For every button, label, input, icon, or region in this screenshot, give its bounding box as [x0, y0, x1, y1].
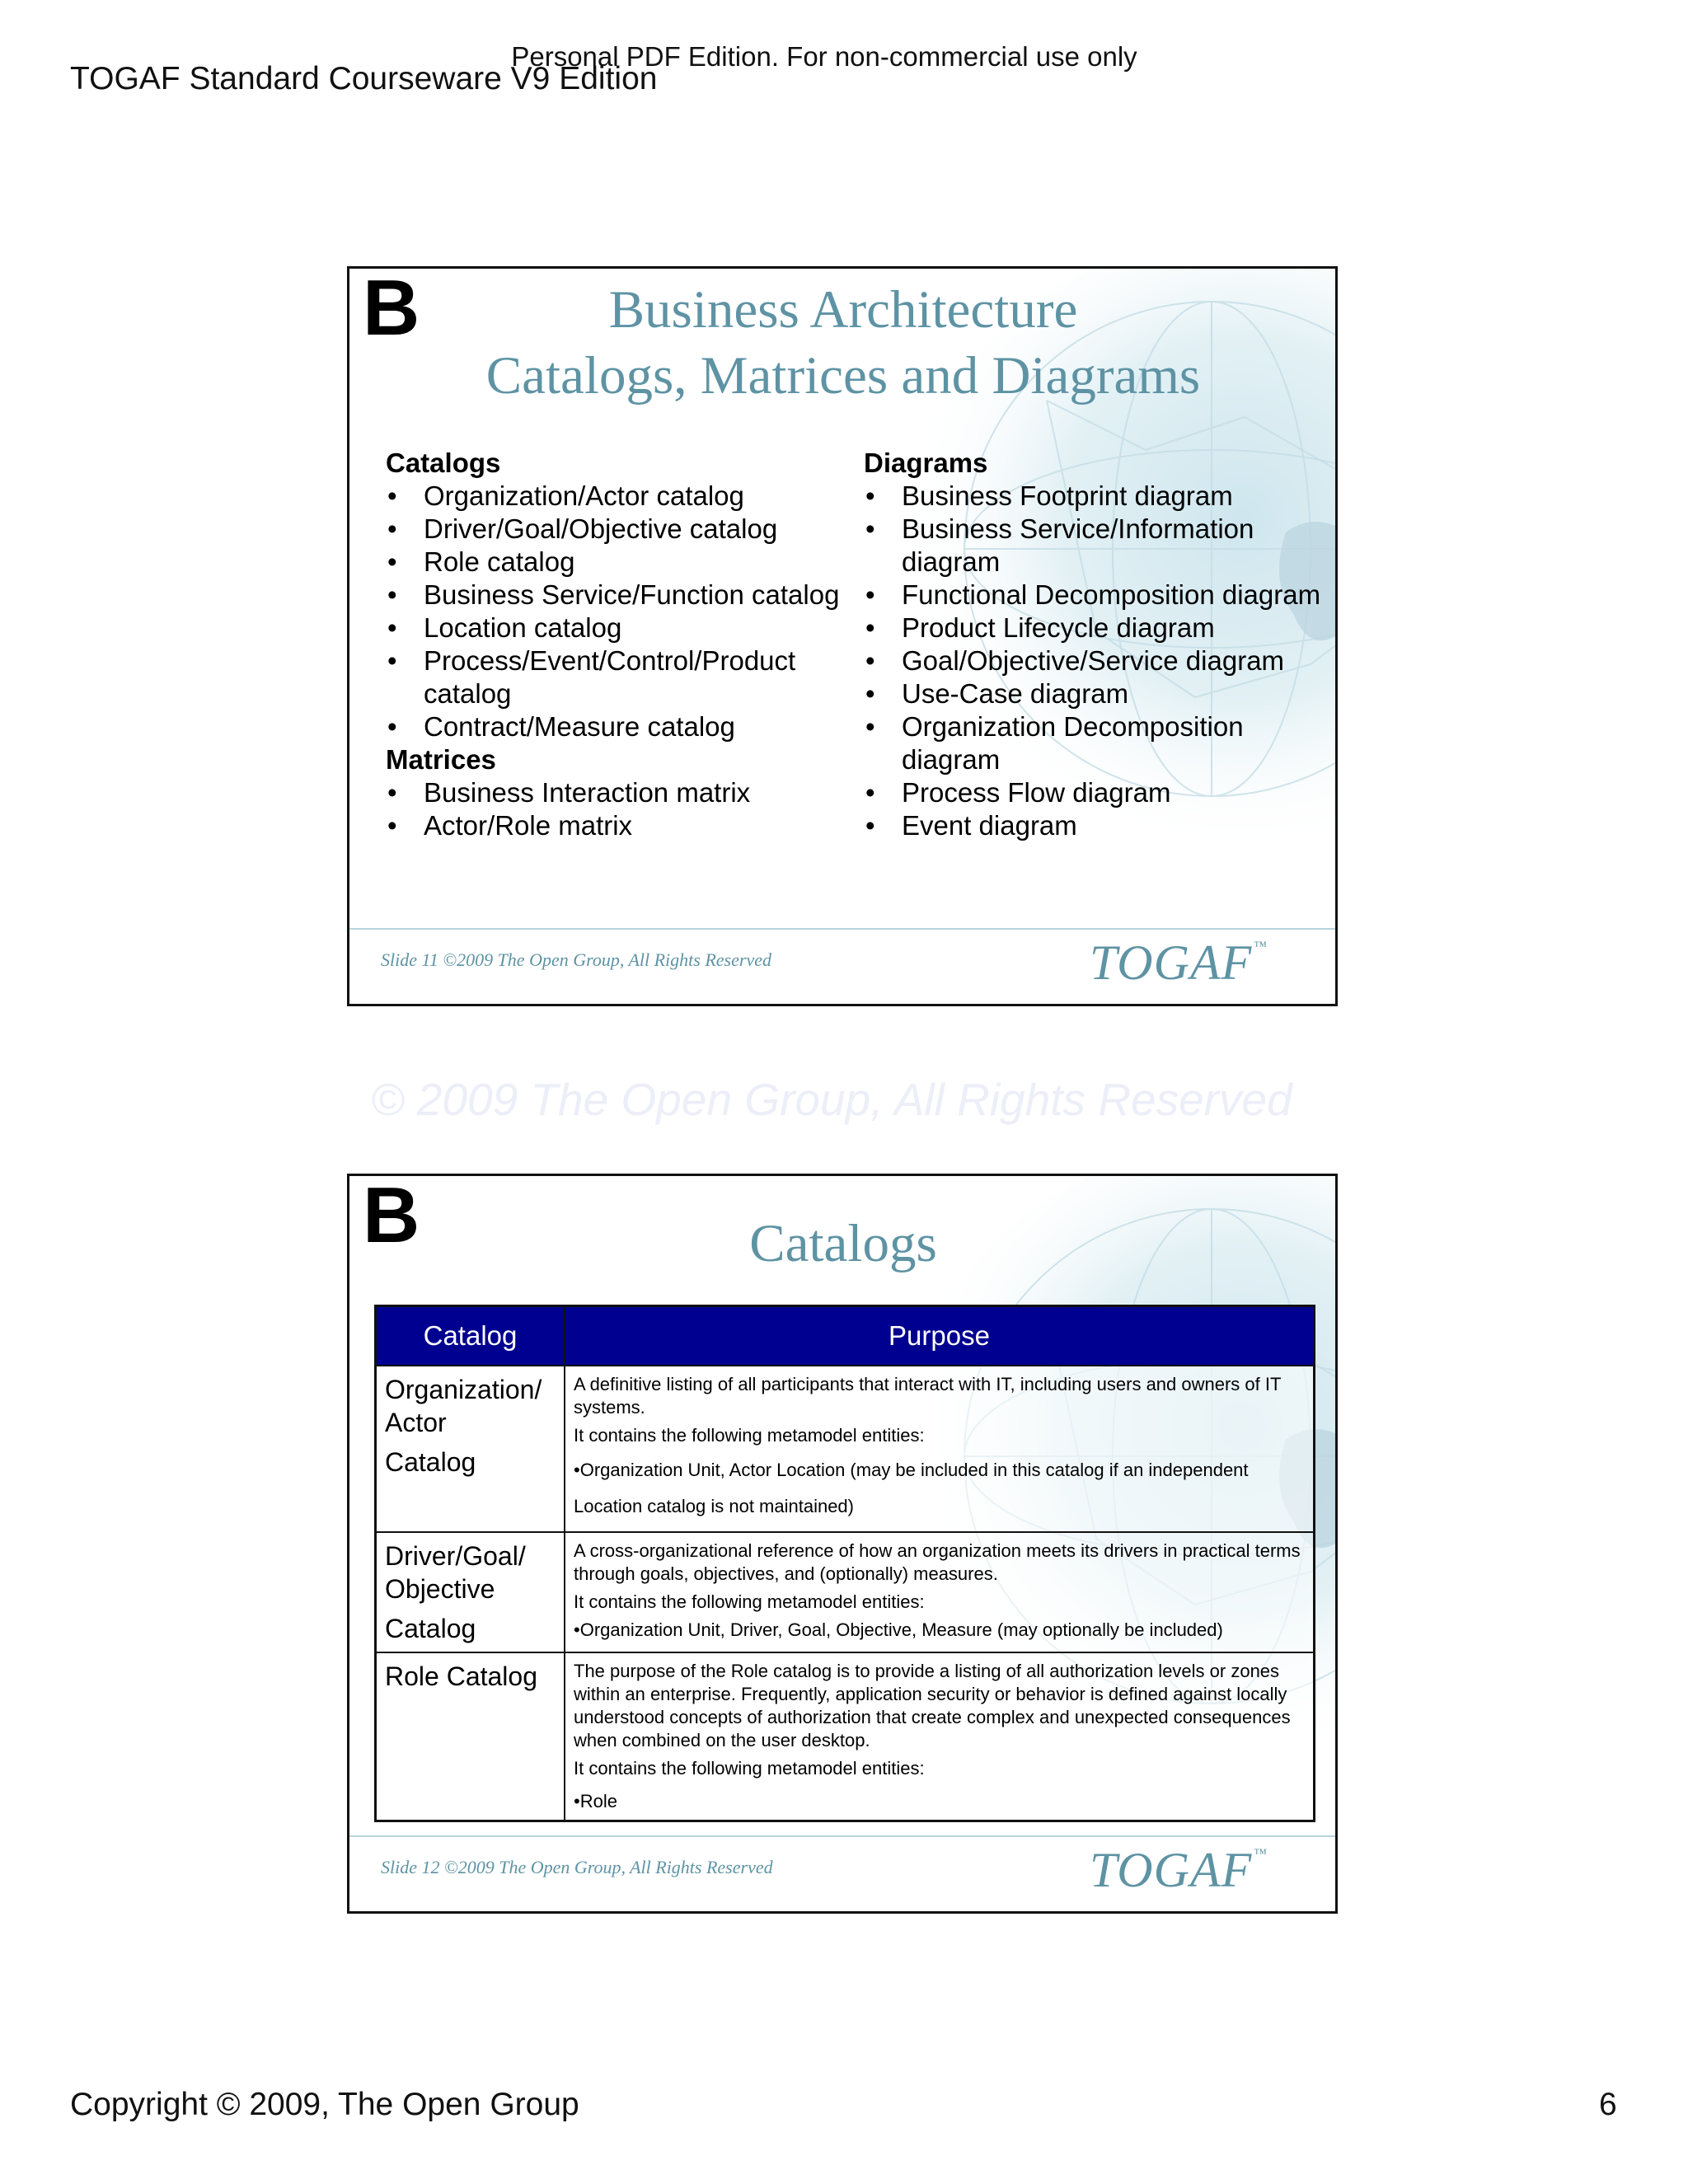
togaf-logo-text: TOGAF: [1090, 1843, 1253, 1897]
column-header-purpose: Purpose: [565, 1306, 1315, 1366]
slide-footer: Slide 12 ©2009 The Open Group, All Rights Reserved: [381, 1857, 773, 1877]
catalog-name-line: Actor: [385, 1408, 447, 1437]
purpose-text: It contains the following metamodel entities:: [574, 1425, 925, 1446]
list-item: • Process Flow diagram: [864, 776, 1325, 809]
togaf-logo: [1090, 1842, 1268, 1899]
catalog-name-cell: [376, 1532, 565, 1652]
slide-title-line2: Catalogs, Matrices and Diagrams: [485, 346, 1201, 405]
diagrams-list: [864, 480, 1325, 842]
table-row: [376, 1532, 1315, 1652]
catalog-name-line: Role Catalog: [385, 1661, 537, 1691]
trademark-symbol: ™: [1254, 1847, 1268, 1861]
list-item: • Goal/Objective/Service diagram: [864, 644, 1325, 677]
list-item: • Business Service/Information diagram: [864, 513, 1325, 579]
page-footer-copyright: Copyright © 2009, The Open Group: [70, 2087, 579, 2122]
section-letter: B: [363, 1174, 420, 1259]
purpose-text: It contains the following metamodel entities:: [574, 1591, 925, 1612]
purpose-text: It contains the following metamodel entities:: [574, 1758, 925, 1779]
list-item: • Process/Event/Control/Product catalog: [386, 644, 847, 710]
slide-12: [347, 1174, 1338, 1914]
catalog-purpose-cell: [565, 1366, 1315, 1532]
slide-title: [349, 277, 1337, 409]
catalogs-table: [374, 1305, 1315, 1822]
list-item: • Actor/Role matrix: [386, 809, 847, 842]
list-item: • Event diagram: [864, 809, 1325, 842]
slide-11: [347, 266, 1338, 1006]
list-item: • Role catalog: [386, 546, 847, 579]
list-item: • Organization/Actor catalog: [386, 480, 847, 513]
list-item: • Driver/Goal/Objective catalog: [386, 513, 847, 546]
list-item: • Product Lifecycle diagram: [864, 612, 1325, 644]
list-item: • Business Service/Function catalog: [386, 579, 847, 612]
catalogs-matrices-column: [386, 447, 847, 842]
list-item: • Use-Case diagram: [864, 677, 1325, 710]
slide-title: Catalogs: [749, 1214, 937, 1273]
catalog-name-line: Catalog: [385, 1614, 476, 1643]
matrices-list: [386, 776, 847, 842]
trademark-symbol: ™: [1254, 940, 1268, 954]
diagrams-heading: Diagrams: [864, 448, 988, 478]
page-number: 6: [1599, 2087, 1617, 2122]
slide-footer-divider: [349, 1835, 1337, 1837]
copyright-watermark: © 2009 The Open Group, All Rights Reserved: [371, 1074, 1292, 1125]
catalog-name-cell: [376, 1366, 565, 1532]
togaf-logo: [1090, 935, 1268, 991]
matrices-heading: Matrices: [386, 744, 496, 775]
page-header: TOGAF Standard Courseware V9 Edition: [70, 61, 658, 96]
section-letter: B: [363, 266, 420, 352]
catalog-purpose-cell: [565, 1532, 1315, 1652]
purpose-text: •Organization Unit, Actor Location (may be included in this catalog if an independent Location catalog is not maintained): [574, 1460, 1249, 1516]
list-item: • Business Interaction matrix: [386, 776, 847, 809]
diagrams-column: [864, 447, 1325, 842]
slide-footer: Slide 11 ©2009 The Open Group, All Rights Reserved: [381, 949, 771, 970]
list-item: • Contract/Measure catalog: [386, 710, 847, 743]
table-row: [376, 1652, 1315, 1821]
list-item: • Functional Decomposition diagram: [864, 579, 1325, 612]
column-header-catalog: Catalog: [376, 1306, 565, 1366]
catalog-name-line: Driver/Goal/: [385, 1541, 526, 1571]
catalog-name-cell: [376, 1652, 565, 1821]
catalog-purpose-cell: [565, 1652, 1315, 1821]
slide-title-line1: Business Architecture: [608, 280, 1078, 340]
list-item: • Location catalog: [386, 612, 847, 644]
table-header-row: [376, 1306, 1315, 1366]
catalog-name-line: Organization/: [385, 1375, 542, 1404]
table-row: [376, 1366, 1315, 1532]
list-item: • Business Footprint diagram: [864, 480, 1325, 513]
catalogs-list: [386, 480, 847, 743]
catalog-name-line: Catalog: [385, 1447, 476, 1477]
catalogs-heading: Catalogs: [386, 448, 501, 478]
purpose-text: •Organization Unit, Driver, Goal, Objective, Measure (may optionally be included): [574, 1619, 1223, 1640]
purpose-text: •Role: [574, 1791, 617, 1811]
pdf-edition-notice: Personal PDF Edition. For non-commercial use only: [511, 41, 1137, 72]
purpose-text: A cross-organizational reference of how an organization meets its drivers in practical terms through goals, objectives, and (optionally) measures.: [574, 1540, 1301, 1584]
catalog-name-line: Objective: [385, 1574, 495, 1604]
purpose-text: A definitive listing of all participants that interact with IT, including users and owners of IT systems.: [574, 1374, 1282, 1418]
slide-footer-divider: [349, 928, 1337, 930]
togaf-logo-text: TOGAF: [1090, 935, 1253, 990]
list-item: • Organization Decomposition diagram: [864, 710, 1325, 776]
purpose-text: The purpose of the Role catalog is to provide a listing of all authorization levels or zones within an enterprise. Frequently, application security or behavior is defined against locally understood concepts of authorization that create complex and unexpected consequences when combined on the user desktop.: [574, 1661, 1291, 1750]
